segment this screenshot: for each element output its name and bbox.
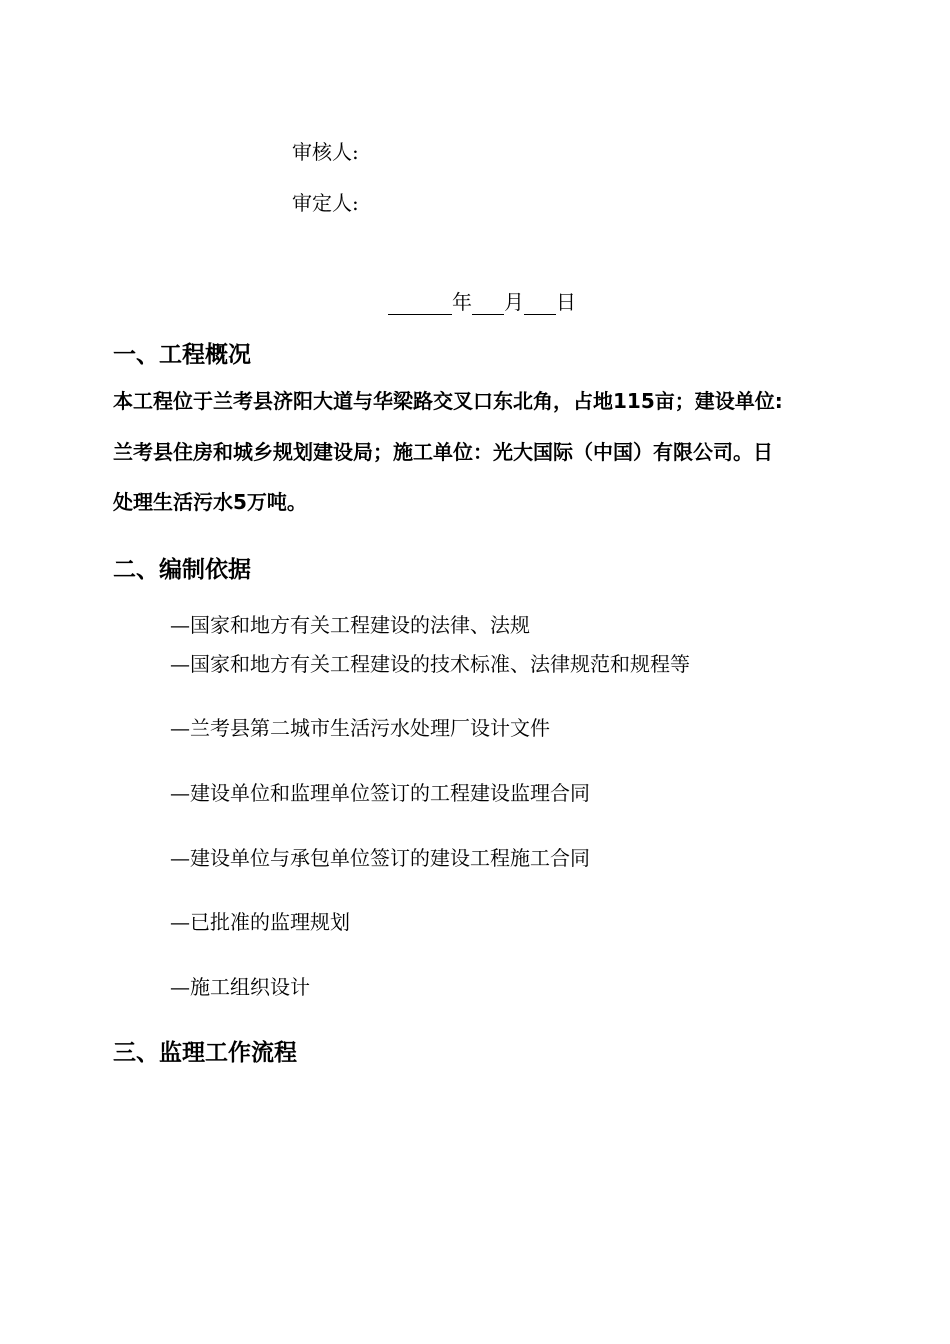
basis-item-standards: —国家和地方有关工程建设的技术标准、法律规范和规程等 <box>170 652 690 676</box>
basis-item-construction-design: —施工组织设计 <box>170 975 310 999</box>
basis-item-supervision-plan: —已批准的监理规划 <box>170 910 350 934</box>
approver-label: 审定人: <box>292 191 359 215</box>
day-label: 日 <box>556 290 576 314</box>
section-2-heading: 二、编制依据 <box>113 557 251 583</box>
overview-line-2: 兰考县住房和城乡规划建设局；施工单位：光大国际（中国）有限公司。日 <box>113 440 773 464</box>
year-label: 年 <box>452 290 472 314</box>
day-blank <box>524 292 556 315</box>
month-blank <box>472 292 504 315</box>
year-blank <box>388 292 452 315</box>
date-line <box>388 286 576 315</box>
basis-item-laws: —国家和地方有关工程建设的法律、法规 <box>170 613 530 637</box>
basis-item-design-docs: —兰考县第二城市生活污水处理厂设计文件 <box>170 716 550 740</box>
basis-item-construction-contract: —建设单位与承包单位签订的建设工程施工合同 <box>170 846 590 870</box>
overview-line-3: 处理生活污水5万吨。 <box>113 490 307 514</box>
month-label: 月 <box>504 290 524 314</box>
overview-line-1: 本工程位于兰考县济阳大道与华梁路交叉口东北角，占地115亩；建设单位: <box>113 389 783 413</box>
section-3-heading: 三、监理工作流程 <box>113 1040 297 1066</box>
section-1-heading: 一、工程概况 <box>113 342 251 368</box>
basis-item-supervision-contract: —建设单位和监理单位签订的工程建设监理合同 <box>170 781 590 805</box>
reviewer-label: 审核人: <box>292 140 359 164</box>
